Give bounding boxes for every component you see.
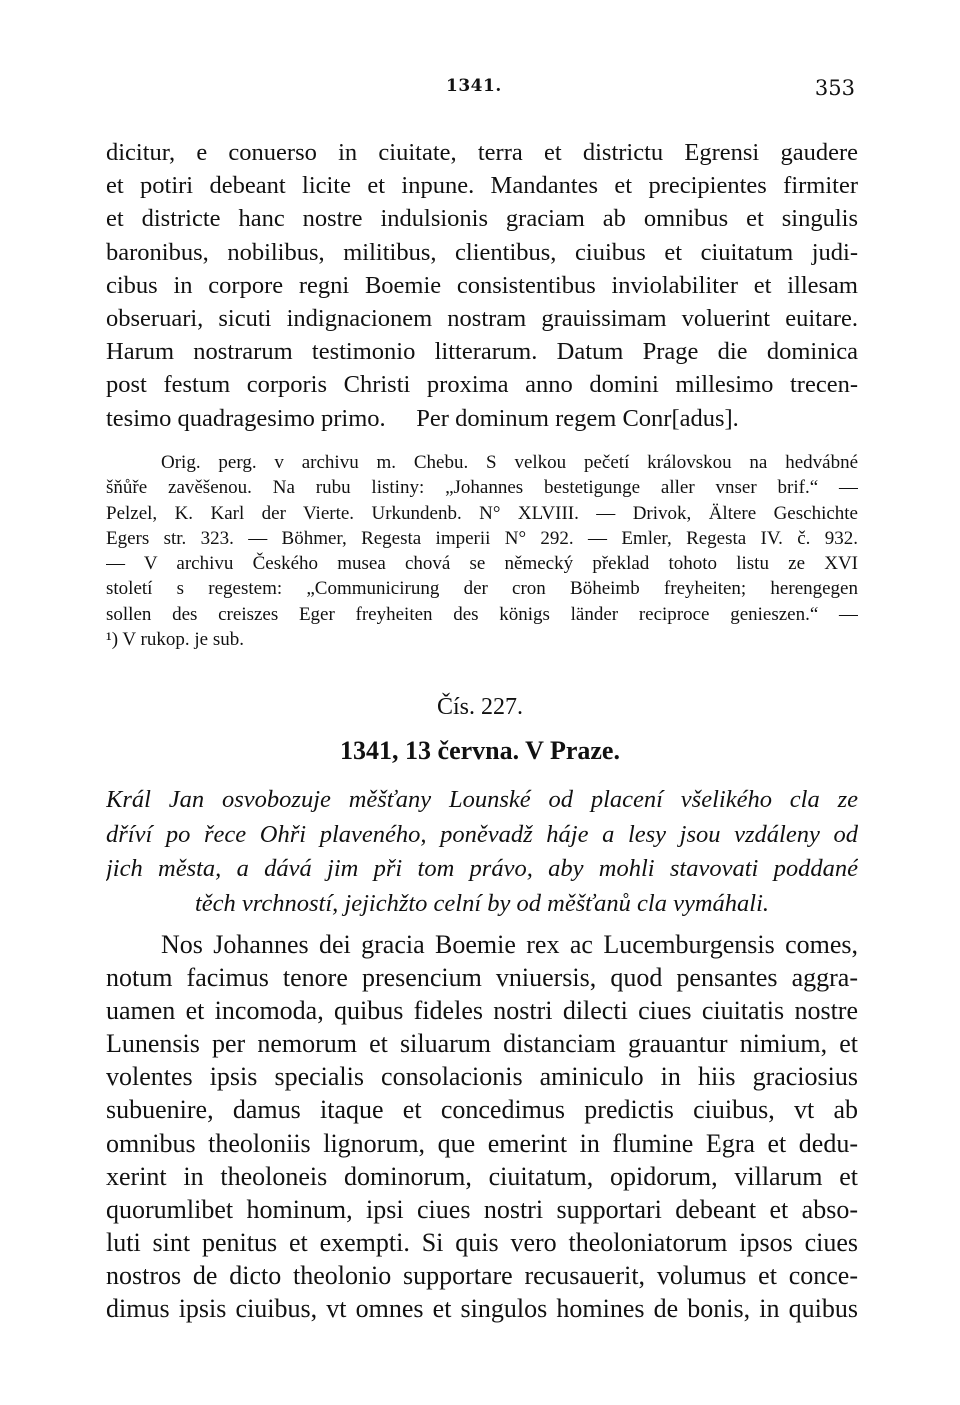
- footnote-line: ¹) V rukop. je sub.: [106, 629, 244, 651]
- previous-charter-text: [106, 136, 858, 435]
- text-line: xerint in theoloneis dominorum, ciuitatum, opidorum, villarum et: [106, 1161, 858, 1191]
- text-line: omnibus theoloniis lignorum, que emerint in flumine Egra et dedu-: [106, 1128, 858, 1158]
- text-line: post festum corporis Christi proxima anno domini millesimo trecen-: [106, 371, 858, 399]
- text-line: tesimo quadragesimo primo. Per dominum regem Conr[adus].: [106, 404, 739, 432]
- summary-line: dříví po řece Ohři plaveného, poněvadž háje a lesy jsou vzdáleny od: [106, 820, 858, 848]
- note-line: šňůře zavěšenou. Na rubu listiny: „Johannes bestetigunge aller vnser brif.“ —: [106, 477, 858, 499]
- note-line: sollen des creiszes Eger freyheiten des königs länder reciproce genieszen.“ —: [106, 603, 858, 625]
- summary-line: těch vrchností, jejichžto celní by od měšťanů cla vymáhali.: [194, 889, 770, 917]
- page-header: [0, 76, 960, 104]
- text-line: Nos Johannes dei gracia Boemie rex ac Lucemburgensis comes,: [161, 930, 858, 959]
- text-line: uamen et incomoda, quibus fideles nostri dilecti ciues ciuitatis nostre: [106, 996, 858, 1026]
- text-line: baronibus, nobilibus, militibus, clientibus, ciuibus et ciuitatum judi-: [106, 238, 858, 266]
- document-number: Čís. 227.: [436, 694, 523, 720]
- czech-summary: [106, 783, 858, 921]
- note-line: Orig. perg. v archivu m. Chebu. S velkou pečetí královskou na hedvábné: [161, 452, 858, 473]
- text-line: et potiri debeant licite et inpune. Mandantes et precipientes firmiter: [106, 172, 858, 200]
- text-line: Harum nostrarum testimonio litterarum. Datum Prage die dominica: [106, 338, 858, 366]
- text-line: volentes ipsis specialis consolacionis aminiculo in hiis graciosius: [106, 1062, 858, 1092]
- text-line: dimus ipsis ciuibus, vt omnes et singulos homines de bonis, in quibus: [106, 1294, 858, 1324]
- text-line: obseruari, sicuti indignacionem nostram grauissimam voluerint euitare.: [106, 305, 858, 333]
- running-head-year: 1341.: [446, 76, 502, 96]
- charter-text: [106, 928, 858, 1325]
- text-line: quorumlibet hominum, ipsi ciues nostri supportari debeant et abso-: [106, 1194, 858, 1224]
- source-notes: [106, 450, 858, 652]
- text-line: notum facimus tenore presencium vniuersis, quod pensantes aggra-: [106, 963, 858, 993]
- text-line: nostros de dicto theolonio supportare recusauerit, volumus et conce-: [106, 1260, 858, 1290]
- note-line: století s regestem: „Communicirung der cron Böheimb freyheiten; herengegen: [106, 578, 858, 600]
- note-line: Pelzel, K. Karl der Vierte. Urkundenb. N° XLVIII. — Drivok, Ältere Geschichte: [106, 502, 858, 524]
- note-line: Egers str. 323. — Böhmer, Regesta imperii N° 292. — Emler, Regesta IV. č. 932.: [106, 527, 858, 549]
- text-line: cibus in corpore regni Boemie consistentibus inviolabiliter et illesam: [106, 271, 858, 299]
- text-line: subuenire, damus itaque et concedimus predictis ciuibus, vt ab: [106, 1095, 858, 1125]
- document-date-place: 1341, 13 června. V Praze.: [340, 736, 620, 765]
- text-line: luti sint penitus et exempti. Si quis vero theoloniatorum ipsos ciues: [106, 1227, 858, 1257]
- text-line: Lunensis per nemorum et siluarum distanciam grauantur nimium, et: [106, 1029, 858, 1059]
- note-line: — V archivu Českého musea chová se německý překlad tohoto listu ze XVI: [106, 553, 858, 575]
- text-line: dicitur, e conuerso in ciuitate, terra et districtu Egrensi gaudere: [106, 139, 858, 166]
- page-number: 353: [814, 76, 855, 100]
- summary-line: jich města, a dává jim při tom právo, aby mohli stavovati poddané: [106, 855, 858, 882]
- summary-line: Král Jan osvobozuje měšťany Lounské od placení všelikého cla ze: [106, 786, 858, 813]
- text-line: et districte hanc nostre indulsionis graciam ab omnibus et singulis: [106, 205, 858, 233]
